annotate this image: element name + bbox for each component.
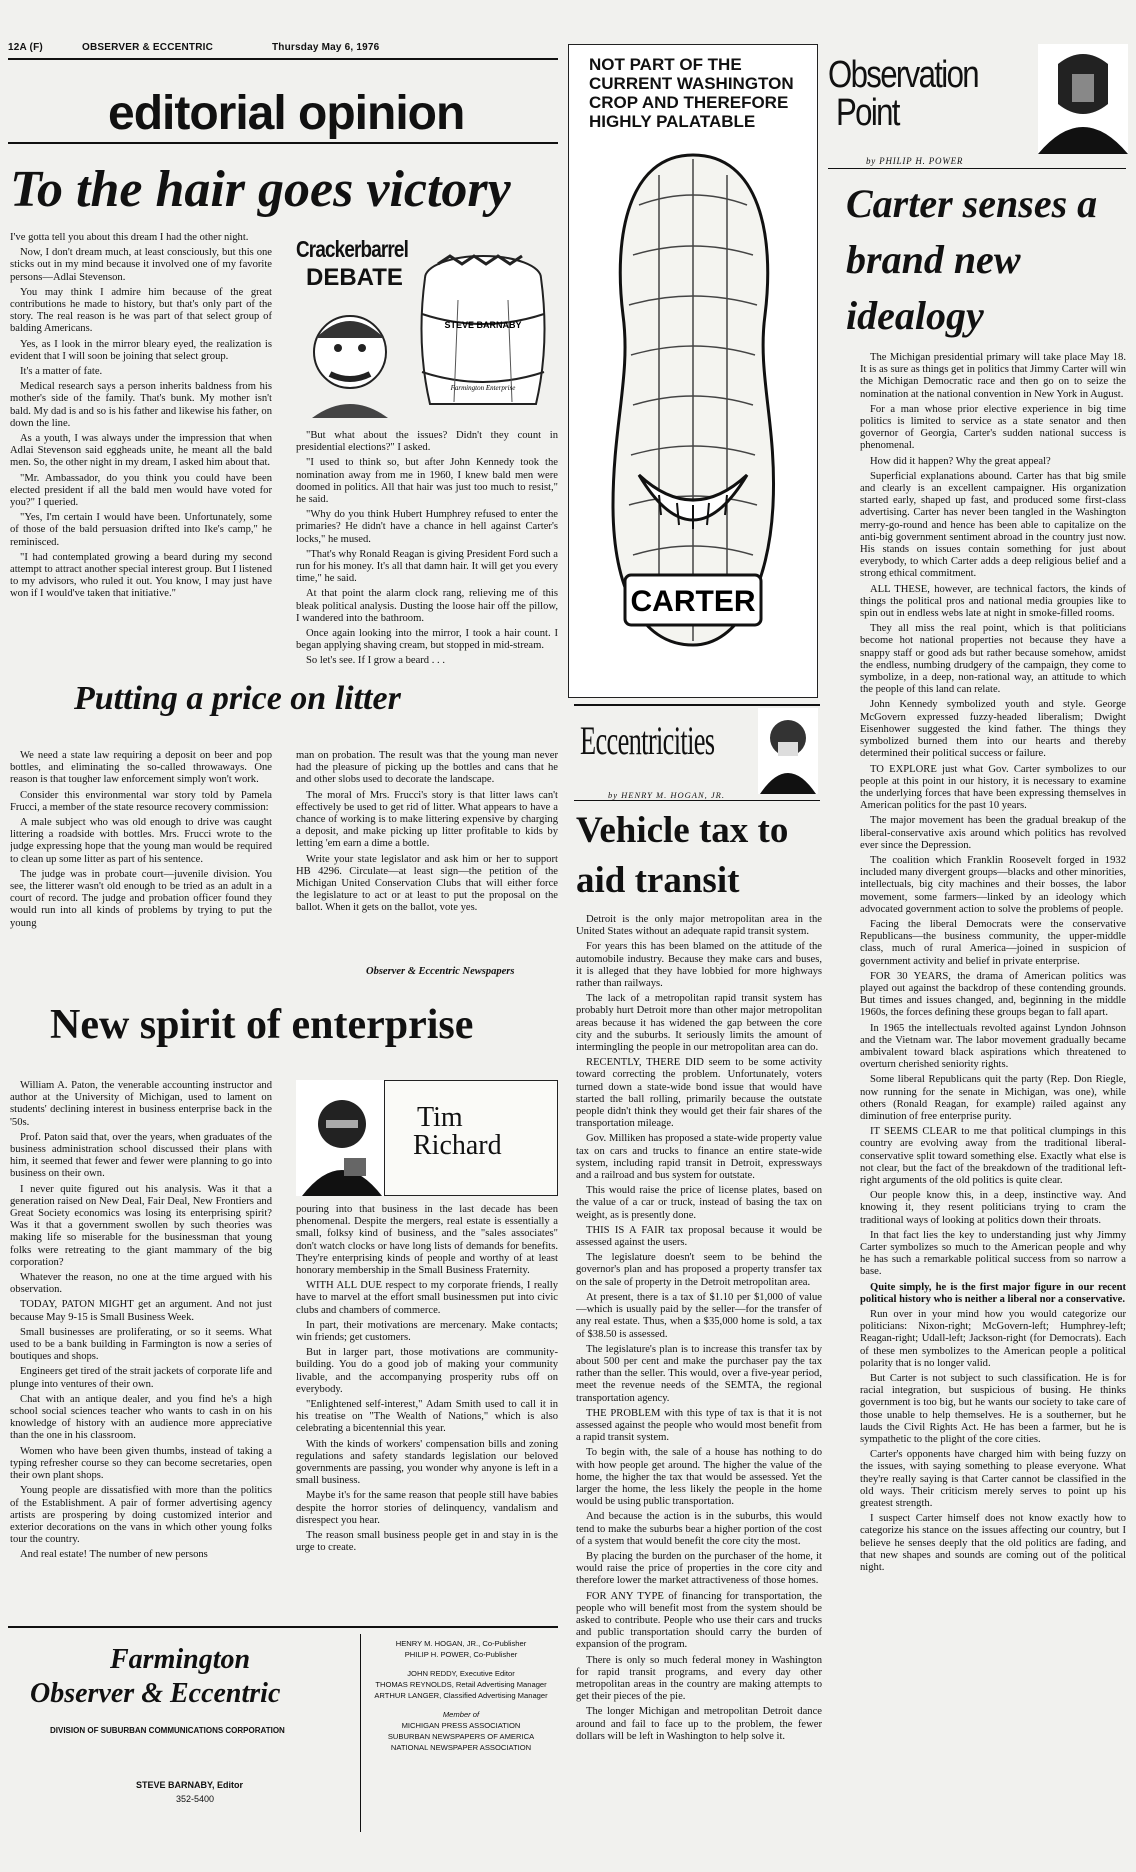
enterprise-column-1 (10, 1080, 272, 1620)
paragraph: TODAY, PATON MIGHT get an argument. And not just because May 9-15 is Small Business Week. (10, 1299, 272, 1323)
paragraph: Write your state legislator and ask him or her to support HB 4296. Circulate—at least sign—the petition of the Michigan United Conservation Clubs that will either force the legislature to act or at least to put the proposal on the ballot. When it gets on the ballot, vote yes. (296, 853, 558, 914)
paragraph: FOR ANY TYPE of financing for transportation, the people who will benefit most from the system should be asked to contribute. People who use their cars and trucks and public transportation should carry the burden of expansion of the program. (576, 1590, 822, 1651)
paragraph: The reason small business people get in and stay in is the urge to create. (296, 1530, 558, 1554)
paragraph: pouring into that business in the last decade has been phenomenal. Despite the mergers, real estate is essentially a small, folksy kind of business, and the "sales associates" don't watch clocks or have long lists of demands for benefits. They're enterprising kinds of people and worthy of at least honorary membership in the Small Business Fraternity. (296, 1204, 558, 1277)
paragraph: Young people are dissatisfied with more than the politics of the Establishment. A pair of former advertising agency artists are prospering by doing customized interior and exterior decorations on the vans in which other young folks tour the country. (10, 1485, 272, 1546)
paragraph: The major movement has been the gradual breakup of the liberal-conservative axis around which politics has revolved ever since the Depression. (860, 815, 1126, 851)
paragraph: I suspect Carter himself does not know exactly how to categorize his stance on the issues affecting our country, but I believe he senses deeply that the old politics are fading, and that new shapes and sounds are coming out of the political night. (860, 1513, 1126, 1574)
paragraph: Small businesses are proliferating, or so it seems. What used to be a bank building in Farmington is now a series of boutiques and shops. (10, 1326, 272, 1363)
paragraph: Superficial explanations abound. Carter has that big smile and clearly is an excellent campaigner. His organization started early, shaped up fast, and produced some first-class advertising. Carter has never been tangled in the Washington merry-go-round and hence has been able to capitalize on the anti-big government sentiment abroad in the country just now. His stands on issues contain something for just about everybody, to which Carter adds a deep religious belief and a strong ethical commitment. (860, 470, 1126, 580)
paragraph: Quite simply, he is the first major figure in our recent political history who is neither a liberal nor a conservative. (860, 1281, 1126, 1305)
obs-headline: Carter senses a brand new idealogy (846, 181, 1098, 338)
masthead-division: DIVISION OF SUBURBAN COMMUNICATIONS CORPORATION (50, 1726, 285, 1735)
paragraph: "Mr. Ambassador, do you think you could have been elected president if all the bald men would have voted for you?" I queried. (10, 472, 272, 509)
paragraph: I've gotta tell you about this dream I had the other night. (10, 232, 249, 243)
columnist-portrait (758, 708, 818, 794)
paragraph: There is only so much federal money in Washington for rapid transit programs, and every day other metropolitan areas in the country are making attempts to get their pieces of the pie. (576, 1654, 822, 1703)
byline-first-name: Tim (417, 1102, 463, 1133)
paragraph: And real estate! The number of new persons (20, 1549, 208, 1561)
paragraph: Detroit is the only major metropolitan area in the United States without an adequate rapid transit system. (576, 914, 822, 938)
masthead-divider (360, 1634, 361, 1832)
paragraph: The judge was in probate court—juvenile division. You see, the litterer wasn't old enough to be tried as an adult in a court of record. The judge and probation officer found they would run into all kinds of problems by trying to put the young (10, 868, 272, 929)
masthead-name-1: Farmington (110, 1644, 251, 1675)
paragraph: Carter's opponents have charged him with being fuzzy on the issues, with saying something to please everyone. What they're really saying is that Carter cannot be classified in the old ways. Their criticism merely serves to point up his greatest strength. (860, 1449, 1126, 1510)
obs-byline-rule (828, 168, 1126, 169)
paragraph: And because the action is in the suburbs, this would tend to make the suburbs bear a higher portion of the cost of a system that would benefit the core city the most. (576, 1511, 822, 1547)
litter-signoff: Observer & Eccentric Newspapers (366, 966, 515, 977)
masthead-staff (366, 1638, 556, 1753)
member-line: NATIONAL NEWSPAPER ASSOCIATION (390, 1743, 532, 1752)
paragraph: In part, their motivations are mercenary. Make contacts; win friends; get customers. (296, 1319, 558, 1344)
obs-logo-line2: Point (836, 92, 899, 134)
paragraph: THE PROBLEM with this type of tax is that it is not assessed against the people who would most benefit from a rapid transit system. (576, 1407, 822, 1444)
paragraph: As a youth, I was always under the impression that when Adlai Stevenson said eggheads unite, he meant all the bald men. So, the other night in my dream, I asked him about that. (10, 433, 272, 469)
paragraph: Yes, as I look in the mirror bleary eyed, the realization is evident that I will soon be joining that select group. (10, 338, 272, 362)
paragraph: William A. Paton, the venerable accounting instructor and author at the University of Michigan, used to lament on students' declining interest in business enterprise back in the '50s. (10, 1080, 272, 1128)
paragraph: The longer Michigan and metropolitan Detroit dance around and fail to face up to the problem, the fewer dollars will be left in Washington to help solve it. (576, 1706, 822, 1742)
cartoon-caption: NOT PART OF THE CURRENT WASHINGTON CROP AND THEREFORE HIGHLY PALATABLE (589, 55, 794, 131)
issue-date: Thursday May 6, 1976 (272, 42, 380, 53)
litter-headline: Putting a price on litter (74, 680, 401, 717)
paragraph: Once again looking into the mirror, I took a hair count. I began applying shaving cream, but stopped in mid-stream. (296, 628, 558, 652)
paragraph: How did it happen? Why the great appeal? (870, 455, 1051, 467)
paragraph: IT SEEMS CLEAR to me that political clumpings in this country are evolving away from the traditional liberal-conservative split toward something else. Exactly what else is not clear, but the fact of the breakdown of the traditional left-right arguments of the old politics is quite clear. (860, 1126, 1126, 1186)
paragraph: It's a matter of fate. (20, 366, 103, 378)
crackerbarrel-logo (290, 230, 558, 420)
observation-point-logo (828, 44, 1128, 154)
staff-line: JOHN REDDY, Executive Editor (407, 1669, 515, 1678)
paragraph: With the kinds of workers' compensation bills and zoning regulations and safety standards legislation our beloved governments are passing, you wonder why anyone is left in a small business. (296, 1438, 558, 1487)
paper-name: OBSERVER & ECCENTRIC (82, 42, 214, 53)
paragraph: Chat with an antique dealer, and you find he's a high school social sciences teacher who wants to cash in on his knowledge of history with an audience more appreciative than the one in his classroom. (10, 1393, 272, 1442)
paragraph: FOR 30 YEARS, the drama of American politics was played out against the backdrop of these contending grounds. But times and issues changed, and, beginning in the middle 1960s, the forces defining these groups began to fall apart. (860, 970, 1126, 1019)
paragraph: "I used to think so, but after John Kennedy took the nomination away from me in 1960, I knew bald men were doomed in politics. All that hair was just too much to resist," he said. (296, 457, 558, 506)
paragraph: Medical research says a person inherits baldness from his mother's side of the family. That's bunk. My mother isn't bald. My dad is and so is his father and likewise his father, on down the line. (10, 381, 272, 429)
masthead-phone: 352-5400 (176, 1794, 215, 1804)
paragraph: RECENTLY, THERE DID seem to be some activity toward correcting the problem. Unfortunately, voters turned down a state-wide bond issue that would have started the ball rolling, primarily because the outstate people didn't think they would get their fair shares of the transportation mileage. (576, 1057, 822, 1130)
paragraph: For years this has been blamed on the attitude of the automobile industry. Because they make cars and buses, it is alleged that they have lobbied for more highways rather than railways. (576, 941, 822, 990)
paragraph: In that fact lies the key to understanding just why Jimmy Carter symbolizes so much to the American people and why he has such a remarkable political success from so narrow a base. (860, 1229, 1126, 1278)
ecc-logo-text: Eccentricities (580, 718, 715, 763)
paragraph: By placing the burden on the purchaser of the home, it would raise the price of properties in the core city and therefore lower the market attractiveness of those homes. (576, 1550, 822, 1587)
enterprise-headline: New spirit of enterprise (50, 1002, 474, 1048)
paragraph: Consider this environmental war story told by Pamela Frucci, a member of the state resource recovery commission: (10, 789, 272, 813)
section-title: editorial opinion (108, 87, 465, 140)
paragraph: "Yes, I'm certain I would have been. Unfortunately, some of those of the bald persuasion drifted into Ike's camp," he reminisced. (10, 512, 272, 548)
enterprise-column-2 (296, 1204, 558, 1618)
paragraph: So let's see. If I grow a beard . . . (306, 655, 445, 667)
litter-column-2 (296, 750, 558, 956)
paragraph: Some liberal Republicans quit the party (Rep. Don Riegle, now running for the senate in Michigan, was one), while others (Ronald Reagan, for example) railed against any diminution of free enterprise purity. (860, 1074, 1126, 1122)
ecc-byline-rule (574, 800, 820, 801)
paragraph: The legislature's plan is to increase this transfer tax by about 500 per cent and make the purchaser pay the tax rather than the seller. This would, over a five-year period, meet the revenue needs of the SEMTA, the regional transportation agency. (576, 1343, 822, 1404)
barrel-icon (408, 244, 558, 420)
logo-subtitle: DEBATE (306, 264, 403, 291)
paragraph: Now, I don't dream much, at least consciously, but this one sticks out in my mind because it involved one of my favorite persons—Adlai Stevenson. (10, 247, 272, 283)
member-line: SUBURBAN NEWSPAPERS OF AMERICA (387, 1732, 535, 1741)
paragraph: You may think I admire him because of the great contributions he made to history, but that's only part of the story. The real reason is he was part of that select group of balding Americans. (10, 286, 272, 335)
paragraph: The coalition which Franklin Roosevelt forged in 1932 included many divergent groups—blacks and other minorities, intellectuals, big city machines and their bosses, the labor movement, some farmers—linked by an ideology which advocated government action to solve the problems of people. (860, 854, 1126, 915)
paragraph: man on probation. The result was that the young man never had the pleasure of picking up the bottles and cans that he and other slobs used to decorate the landscape. (296, 750, 558, 786)
byline-name-box (384, 1080, 558, 1196)
masthead-rule (8, 1626, 558, 1628)
peanut-drawing (569, 145, 817, 695)
masthead-name-2: Observer & Eccentric (30, 1678, 281, 1709)
hair-column-2 (296, 430, 558, 678)
masthead-editor: STEVE BARNABY, Editor (136, 1780, 244, 1790)
columnist-portrait (1038, 44, 1128, 154)
paragraph: Run over in your mind how you would categorize our politicians: Nixon-right; McGovern-left; Humphrey-left; Reagan-right; Udall-left; Jackson-right (for Democrats). Each of these men symbolizes to the American people a political polarity that is no longer valid. (860, 1309, 1126, 1369)
paragraph: ALL THESE, however, are technical factors, the kinds of things the political pros and national media groupies like to spin out in endless webs late at night in smoke-filled rooms. (860, 583, 1126, 620)
paragraph: This would raise the price of license plates, based on the value of a car or truck, instead of basing the tax on weight, as is presently done. (576, 1185, 822, 1221)
paragraph: "That's why Ronald Reagan is giving President Ford such a run for his money. It's all that damn hair. It will get you every time," he said. (296, 548, 558, 585)
logo-title: Crackerbarrel (296, 236, 409, 262)
tim-richard-byline (296, 1080, 558, 1196)
paragraph: The lack of a metropolitan rapid transit system has probably hurt Detroit more than other major metropolitan areas because it has widened the gap between the core city and the suburbs. It seriously limits the amount of intermingling the people in our metropolitan area can do. (576, 993, 822, 1054)
hair-headline: To the hair goes victory (10, 161, 511, 218)
paragraph: A male subject who was old enough to drive was caught littering a roadside with bottles. Mrs. Frucci wrote to the judge expressing hope that the young man would be required to clean up some litter as part of his sentence. (10, 817, 272, 865)
staff-line: PHILIP H. POWER, Co-Publisher (404, 1650, 518, 1659)
paragraph: Facing the liberal Democrats were the conservative Republicans—the business community, the upper-middle class, much of rural America—joined in suspicion of government activity and belief in private enterprise. (860, 918, 1126, 967)
ecc-byline: by HENRY M. HOGAN, JR. (608, 790, 725, 800)
litter-column-1 (10, 750, 272, 986)
masthead (10, 1634, 350, 1866)
paragraph: At present, there is a tax of $1.10 per $1,000 of value—which is usually paid by the seller—for the transfer of any real estate. Thus, when a $35,000 home is sold, a tax of $38.50 is assessed. (576, 1291, 822, 1340)
paragraph: The legislature doesn't seem to be behind the governor's plan and has proposed a property transfer tax on the sale of property in the Detroit metropolitan area. (576, 1252, 822, 1288)
paragraph: THIS IS A FAIR tax proposal because it would be assessed against the users. (576, 1224, 822, 1249)
ecc-column (576, 914, 822, 1866)
page-number: 12A (F) (8, 42, 43, 53)
paragraph: WITH ALL DUE respect to my corporate friends, I really have to marvel at the effort small businessmen put into civic clubs and chambers of commerce. (296, 1280, 558, 1316)
peanut-cartoon (568, 44, 818, 698)
paragraph: Maybe it's for the same reason that people still have babies despite the horror stories of delinquency, vandalism and disrespect you hear. (296, 1490, 558, 1526)
columnist-photo (296, 1080, 386, 1196)
staff-line: ARTHUR LANGER, Classified Advertising Manager (374, 1691, 548, 1700)
paragraph: "I had contemplated growing a beard during my second attempt to attract another special interest group. But I listened to my advisors, who ruled it out. You know, I may just have won if I would've taken that initiative." (10, 551, 272, 600)
paragraph: The Michigan presidential primary will take place May 18. It is as sure as things get in politics that Jimmy Carter will win the Michigan Democratic race and then go on to seize the nomination at the national convention in New York in August. (860, 352, 1126, 400)
member-line: MICHIGAN PRESS ASSOCIATION (401, 1721, 521, 1730)
header-rule (8, 58, 558, 60)
paragraph: We need a state law requiring a deposit on beer and pop bottles, and eliminating the so-called throwaways. One reason is that tougher law enforcement simply won't work. (10, 750, 272, 786)
eccentricities-logo (574, 706, 820, 798)
paragraph: Women who have been given thumbs, instead of taking a typing refresher course so they can become secretaries, open their own plant shops. (10, 1445, 272, 1482)
paragraph: To begin with, the sale of a house has nothing to do with how people get around. The higher the value of the home, the higher the tax that would be assessed. Yet the larger the home, the less likely the people in the home would be using public transportation. (576, 1447, 822, 1508)
paragraph: In 1965 the intellectuals revolted against Lyndon Johnson and the Vietnam war. The labor movement gradually became ambivalent toward black aspirations which threatened to overturn cherished seniority rights. (860, 1022, 1126, 1071)
paragraph: Gov. Milliken has proposed a state-wide property value tax on cars and trucks to finance an entire state-wide system, including rapid transit in Detroit, expressways and a railroad and bus system for outstate. (576, 1133, 822, 1182)
hair-column-1 (10, 232, 272, 700)
paragraph: "But what about the issues? Didn't they count in presidential elections?" I asked. (296, 430, 558, 454)
paragraph: Prof. Paton said that, over the years, when graduates of the business administration school discussed their plans with him, it seemed that fewer and fewer were planning to go into business on their own. (10, 1131, 272, 1180)
staff-line: THOMAS REYNOLDS, Retail Advertising Manager (375, 1680, 547, 1689)
paragraph: Engineers get tired of the strait jackets of corporate life and plunge into ventures of their own. (10, 1366, 272, 1390)
paragraph: At that point the alarm clock rang, relieving me of this bleak political analysis. Dusting the loose hair off the pillow, I wandered into the bathroom. (296, 588, 558, 624)
byline-last-name: Richard (413, 1130, 502, 1161)
cartoon-label: CARTER (630, 585, 756, 618)
staff-line: HENRY M. HOGAN, JR., Co-Publisher (395, 1639, 527, 1648)
barrel-label-2: Farmington Enterprise (450, 384, 516, 392)
paragraph: "Enlightened self-interest," Adam Smith used to call it in his treatise on "The Wealth of Nations," which is also celebrating a bicentennial this year. (296, 1399, 558, 1435)
paragraph: TO EXPLORE just what Gov. Carter symbolizes to our people at this point in our history, it is necessary to examine the underlying forces that have been expressing themselves in American politics for the past 10 years. (860, 763, 1126, 812)
paragraph: But in larger part, those motivations are community-building. You do a good job of making your community livable, and the accompanying prosperity rubs off on everybody. (296, 1347, 558, 1395)
obs-column (860, 352, 1126, 1866)
ecc-headline: Vehicle tax to aid transit (576, 810, 789, 901)
paragraph: Our people know this, in a deep, instinctive way. And knowing it, they resent politicians trying to cram the traditional ways of looking at politics down their throats. (860, 1190, 1126, 1226)
paragraph: They all miss the real point, which is that politicians become hot national properties not because they have a snappy staff or good ads but rather because somehow, amidst the endless, numbing drudgery of the campaign, they come to symbolize, in a deep, non-rational way, an attitude to which the people of this land can relate. (860, 623, 1126, 696)
paragraph: I never quite figured out his analysis. Was it that a generation raised on New Deal, Fair Deal, New Frontiers and Great Society economics was losing its enterprising spirit? Was it that a government swollen by such theories was making life so miserable for the businessman that young folks were retreating to the giant mammary of the big corporation? (10, 1183, 272, 1268)
columnist-portrait (290, 290, 410, 420)
paragraph: But Carter is not subject to such classification. He is for racial integration, but suspicious of busing. He thinks government is too big, but he wants our society to take care of those unable to help themselves. He is a southerner, but he lauds the Civil Rights Act. He has been a farmer, but he is sympathetic to the plight of the core cities. (860, 1373, 1126, 1446)
paragraph: Whatever the reason, no one at the time argued with his observation. (10, 1272, 272, 1296)
member-label: Member of (442, 1710, 480, 1719)
obs-byline: by PHILIP H. POWER (866, 156, 964, 166)
paragraph: The moral of Mrs. Frucci's story is that litter laws can't effectively be used to get rid of litter. What appears to have a chance of working is to make littering expensive by charging a deposit, and make picking up litter profitable to kids by letting 'em earn a dime a bottle. (296, 789, 558, 850)
paragraph: "Why do you think Hubert Humphrey refused to enter the primaries? He didn't have a chance in hell against Carter's locks," he mused. (296, 509, 558, 545)
paragraph: For a man whose prior elective experience in big time politics is limited to service as a state senator and then governor of Georgia, Carter's sudden national success is phenomenal. (860, 403, 1126, 452)
obs-logo-line1: Observation (828, 54, 978, 96)
section-rule (8, 142, 558, 144)
barrel-label: STEVE BARNABY (444, 320, 522, 330)
paragraph: John Kennedy symbolized youth and style. George McGovern expressed fuzzy-headed liberalism; Dwight Eisenhower suggested the kind father. The things they symbolized burned them into our hearts and thereby determined their political success or failure. (860, 699, 1126, 760)
